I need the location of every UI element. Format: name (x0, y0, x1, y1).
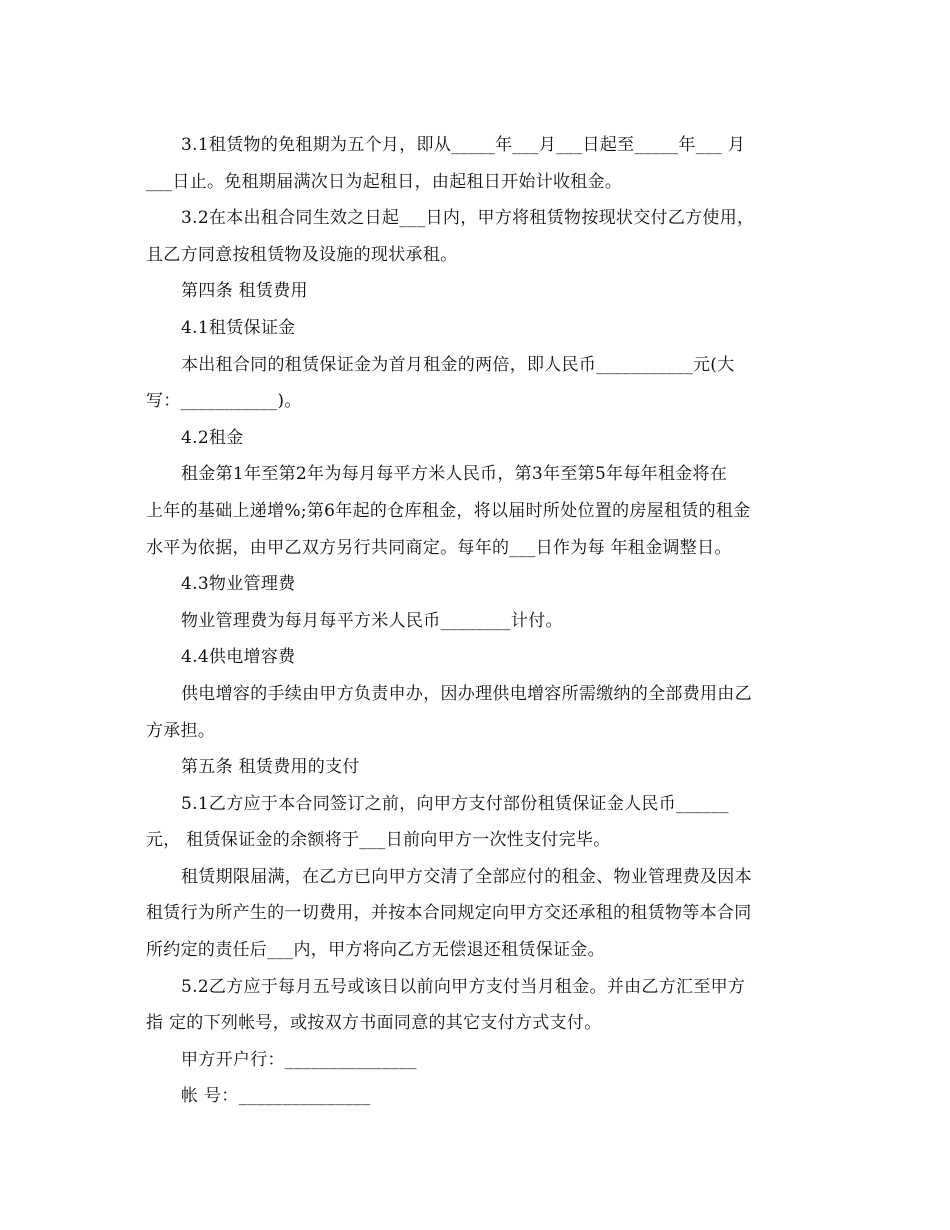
text-line: ___日止。免租期届满次日为起租日，由起租日开始计收租金。 (146, 171, 623, 192)
text-line: 所约定的责任后___内，甲方将向乙方无偿退还租赁保证金。 (146, 940, 605, 961)
text-line: 指 定的下列帐号，或按双方书面同意的其它支付方式支付。 (146, 1013, 602, 1034)
text-line: 租赁行为所产生的一切费用，并按本合同规定向甲方交还承租的租赁物等本合同 (146, 903, 752, 924)
text-line: 物业管理费为每月每平方米人民币________计付。 (181, 610, 563, 631)
text-line: 4.4供电增容费 (181, 647, 296, 668)
text-line: 3.1租赁物的免租期为五个月，即从_____年___月___日起至_____年___ 月 (181, 135, 746, 155)
text-line: 上年的基础上递增%;第6年起的仓库租金，将以届时所处位置的房屋租赁的租金 (146, 500, 751, 521)
text-line: 租金第1年至第2年为每月每平方米人民币，第3年至第5年每年租金将在 (181, 464, 728, 485)
text-line: 本出租合同的租赁保证金为首月租金的两倍，即人民币___________元(大 (181, 354, 735, 375)
text-line: 水平为依据，由甲乙双方另行共同商定。每年的___日作为每 年租金调整日。 (146, 537, 732, 558)
text-line: 5.2乙方应于每月五号或该日以前向甲方支付当月租金。并由乙方汇至甲方 (181, 976, 746, 997)
text-line: 4.1租赁保证金 (181, 317, 296, 338)
text-line: 第五条 租赁费用的支付 (181, 757, 360, 778)
text-line: 方承担。 (146, 720, 216, 741)
text-line: 甲方开户行：_______________ (181, 1049, 417, 1070)
text-line: 供电增容的手续由甲方负责申办，因办理供电增容所需缴纳的全部费用由乙 (181, 683, 752, 704)
text-line: 3.2在本出租合同生效之日起___日内，甲方将租赁物按现状交付乙方使用， (181, 208, 755, 229)
text-line: 第四条 租赁费用 (181, 281, 308, 302)
text-line: 租赁期限届满，在乙方已向甲方交清了全部应付的租金、物业管理费及因本 (181, 866, 752, 887)
text-line: 4.2租金 (181, 427, 244, 448)
text-line: 5.1乙方应于本合同签订之前，向甲方支付部份租赁保证金人民币______ (181, 793, 729, 814)
text-line: 写：___________)。 (146, 391, 302, 412)
text-line: 元， 租赁保证金的余额将于___日前向甲方一次性支付完毕。 (146, 830, 611, 851)
text-line: 且乙方同意按租赁物及设施的现状承租。 (146, 244, 458, 265)
text-line: 4.3物业管理费 (181, 574, 296, 595)
text-line: 帐 号：_______________ (181, 1086, 371, 1107)
